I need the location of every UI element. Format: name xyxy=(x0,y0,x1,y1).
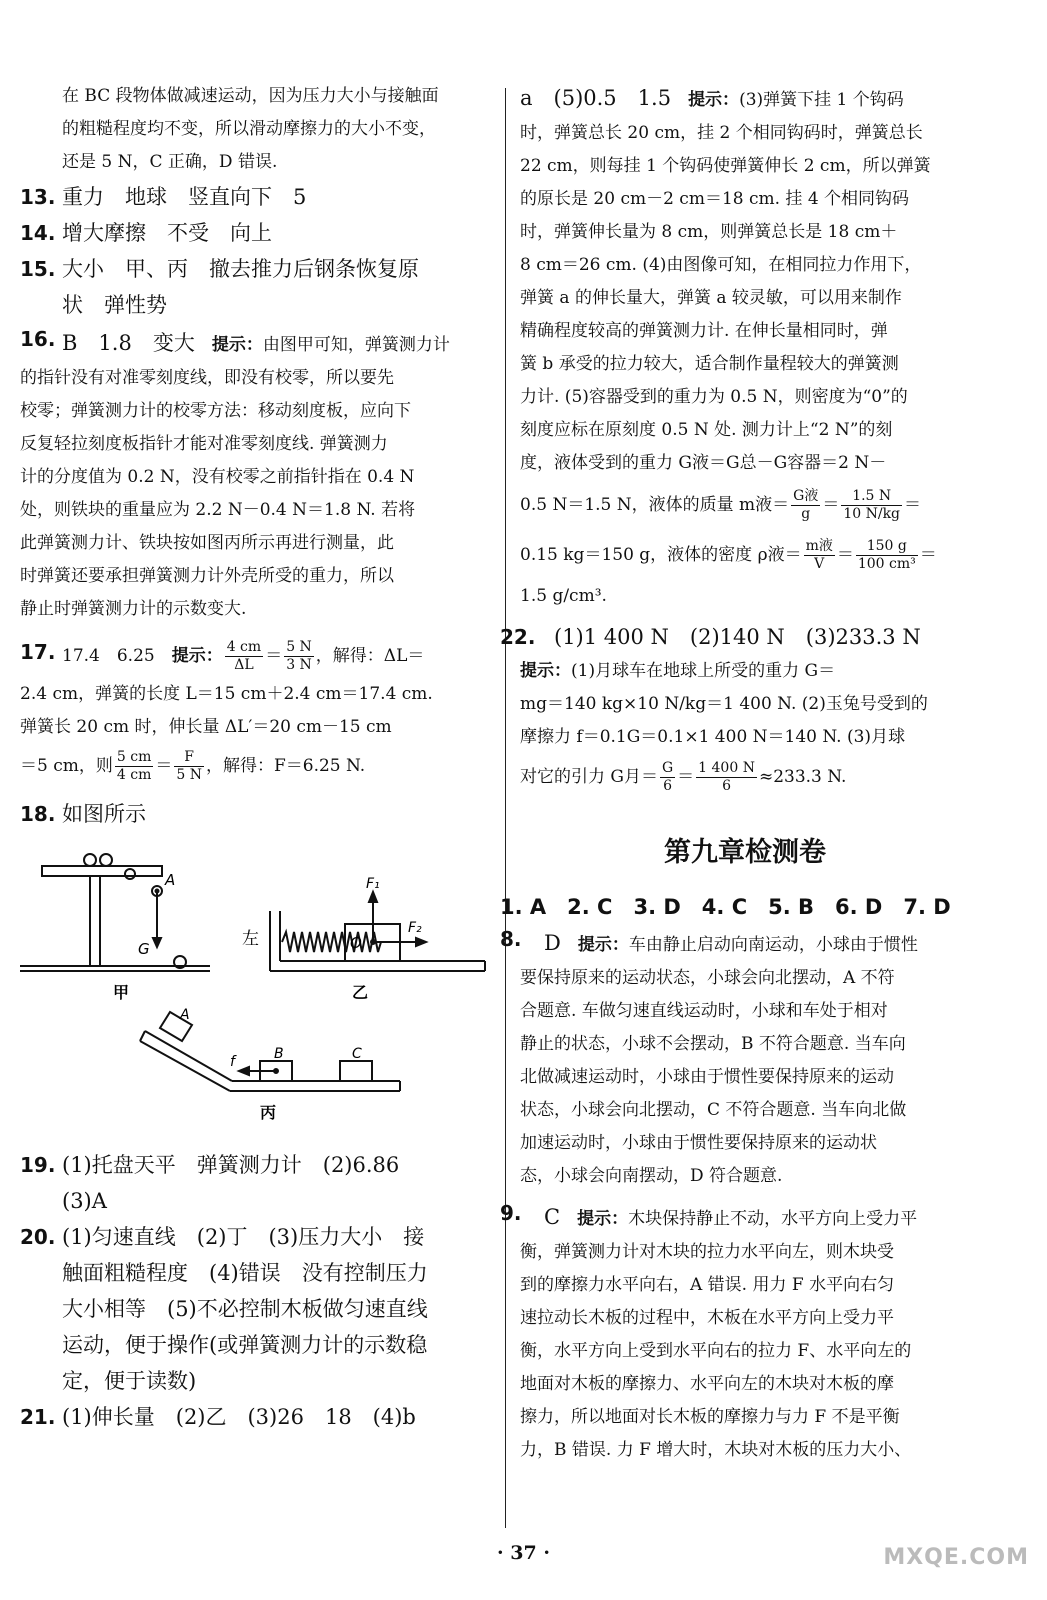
hint-text: 由图甲可知，弹簧测力计 xyxy=(262,335,450,355)
fraction: $\frac{F}{5 N}$ xyxy=(176,749,202,783)
hint-text: 校零；弹簧测力计的校零方法：移动刻度板，应向下 xyxy=(20,401,411,421)
question-15 xyxy=(20,251,490,323)
text-line: 还是 5 N，C 正确，D 错误. xyxy=(62,152,278,172)
hint-text: 静止时弹簧测力计的示数变大. xyxy=(20,599,247,619)
hint-label: 提示： xyxy=(577,1209,629,1229)
answer-line: (1)匀速直线 (2)丁 (3)压力大小 接 xyxy=(62,1225,425,1249)
caption-bing: 丙 xyxy=(260,1103,277,1122)
fraction: $\frac{1 400 N}{6}$ xyxy=(698,760,755,794)
label-F2: F₂ xyxy=(408,920,422,936)
hint-text: 的指针没有对准零刻度线，即没有校零，所以要先 xyxy=(20,368,394,388)
question-number: 9. xyxy=(500,1201,522,1225)
fraction: $\frac{5 cm}{4 cm}$ xyxy=(116,749,152,783)
hint-text: 擦力，所以地面对长木板的摩擦力与力 F 不是平衡 xyxy=(520,1407,900,1427)
answer: 增大摩擦 不受 向上 xyxy=(62,221,272,245)
label-B: B xyxy=(274,1046,284,1062)
question-19 xyxy=(20,1147,490,1219)
question-number: 17. xyxy=(20,640,56,664)
hint-text: 弹簧长 20 cm 时，伸长量 ΔL′＝20 cm－15 cm xyxy=(20,717,392,737)
question-16 xyxy=(20,325,490,362)
text-line: 的粗糙程度均不变，所以滑动摩擦力的大小不变， xyxy=(62,119,436,139)
question-number: 22. xyxy=(500,625,536,649)
fraction: $\frac{1.5 N}{10 N/kg}$ xyxy=(843,488,901,522)
fraction: $\frac{4 cm}{\Delta L}$ xyxy=(226,639,262,673)
hint-text: 簧 b 承受的拉力较大，适合制作量程较大的弹簧测 xyxy=(520,354,899,374)
answer-line: 大小 甲、丙 撤去推力后钢条恢复原 xyxy=(62,257,419,281)
question-number: 18. xyxy=(20,802,56,826)
q12-continuation xyxy=(20,80,490,179)
question-number: 14. xyxy=(20,221,56,245)
label-O: O xyxy=(350,934,362,952)
answer: D xyxy=(544,931,561,955)
hint-text: ＝5 cm，则 $\frac{5 cm}{4 cm}$ ＝ $\frac{F}{5 N}$ ，解得：F＝6.25 N. xyxy=(20,749,366,783)
hint-text: 处，则铁块的重量应为 2.2 N－0.4 N＝1.8 N. 若将 xyxy=(20,500,416,520)
hint-text: 计的分度值为 0.2 N，没有校零之前指针指在 0.4 N xyxy=(20,467,415,487)
hint-text: 0.5 N＝1.5 N，液体的质量 m液＝ $\frac{\text{G液}}{g}$ ＝ $\frac{1.5 N}{10 N/kg}$ ＝ xyxy=(520,488,922,522)
question-14 xyxy=(20,215,490,251)
fraction: $\frac{150 g}{\text{100 cm³}}$ xyxy=(857,538,916,572)
hint-text: 1.5 g/cm³. xyxy=(520,586,607,606)
question-number: 13. xyxy=(20,185,56,209)
question-number: 16. xyxy=(20,327,56,351)
figure-yi xyxy=(270,892,485,971)
fraction: $\frac{G}{6}$ xyxy=(661,760,674,794)
hint-text: 要保持原来的运动状态，小球会向北摆动，A 不符 xyxy=(520,968,895,988)
hint-text: 北做减速运动时，小球由于惯性要保持原来的运动 xyxy=(520,1067,894,1087)
hint-text: 态，小球会向南摆动，D 符合题意. xyxy=(520,1166,783,1186)
question-number: 8. xyxy=(500,927,522,951)
hint-text: 精确程度较高的弹簧测力计. 在伸长量相同时，弹 xyxy=(520,321,888,341)
label-C: C xyxy=(352,1046,362,1062)
hint-text: 刻度应标在原刻度 0.5 N 处. 测力计上“2 N”的刻 xyxy=(520,420,893,440)
multiple-choice-answers: 1. A 2. C 3. D 4. C 5. B 6. D 7. D xyxy=(500,895,951,919)
hint-text: 加速运动时，小球由于惯性要保持原来的运动状 xyxy=(520,1133,877,1153)
q21-continuation-first xyxy=(520,80,970,117)
hint-text: 到的摩擦力水平向右，A 错误. 用力 F 水平向右匀 xyxy=(520,1275,895,1295)
question-number: 21. xyxy=(20,1405,56,1429)
hint-text: 弹簧 a 的伸长量大，弹簧 a 较灵敏，可以用来制作 xyxy=(520,288,902,308)
page-number: · 37 · xyxy=(497,1542,550,1564)
hint-text: 2.4 cm，弹簧的长度 L＝15 cm＋2.4 cm＝17.4 cm. xyxy=(20,684,433,704)
hint-label: 提示： xyxy=(520,661,571,681)
text-line: 在 BC 段物体做减速运动，因为压力大小与接触面 xyxy=(62,86,439,106)
hint-text: 22 cm，则每挂 1 个钩码使弹簧伸长 2 cm，所以弹簧 xyxy=(520,156,931,176)
question-20 xyxy=(20,1219,490,1399)
hint-text: 此弹簧测力计、铁块按如图丙所示再进行测量，此 xyxy=(20,533,394,553)
hint-text: 地面对木板的摩擦力、水平向左的木块对木板的摩 xyxy=(520,1374,894,1394)
hint-text: mg＝140 kg×10 N/kg＝1 400 N. (2)玉兔号受到的 xyxy=(520,694,928,714)
answer: (1)伸长量 (2)乙 (3)26 18 (4)b xyxy=(62,1405,416,1429)
label-A: A xyxy=(165,871,176,889)
question-13 xyxy=(20,179,490,215)
answer: (1)1 400 N (2)140 N (3)233.3 N xyxy=(554,625,921,649)
question-8 xyxy=(500,925,970,962)
hint-text: 时，弹簧总长 20 cm，挂 2 个相同钩码时，弹簧总长 xyxy=(520,123,923,143)
label-left: 左 xyxy=(242,929,259,949)
question-18 xyxy=(20,796,490,832)
label-G: G xyxy=(138,940,150,958)
hint-text: 状态，小球会向北摆动，C 不符合题意. 当车向北做 xyxy=(520,1100,907,1120)
column-divider xyxy=(505,88,506,1528)
answer-line: (3)A xyxy=(62,1189,107,1213)
answer: C xyxy=(544,1205,561,1229)
hint-text: 车由静止启动向南运动，小球由于惯性 xyxy=(628,935,918,955)
fraction: $\frac{5 N}{3 N}$ xyxy=(286,639,312,673)
hint-text: 衡，水平方向上受到水平向右的拉力 F、水平向左的 xyxy=(520,1341,912,1361)
hint-text: 度，液体受到的重力 G液＝G总－G容器＝2 N－ xyxy=(520,453,887,473)
caption-jia: 甲 xyxy=(113,983,130,1002)
answer-line: (1)托盘天平 弹簧测力计 (2)6.86 xyxy=(62,1153,400,1177)
answer-line: 大小相等 (5)不必控制木板做匀速直线 xyxy=(62,1297,428,1321)
question-number: 15. xyxy=(20,257,56,281)
hint-text: 速拉动长木板的过程中，木板在水平方向上受力平 xyxy=(520,1308,894,1328)
answer-line: 定，便于读数) xyxy=(62,1369,197,1393)
answer: 17.4 6.25 xyxy=(62,646,155,666)
hint-text: 摩擦力 f＝0.1G＝0.1×1 400 N＝140 N. (3)月球 xyxy=(520,727,906,747)
hint-text: 静止的状态，小球不会摆动，B 不符合题意. 当车向 xyxy=(520,1034,906,1054)
hint-text: 合题意. 车做匀速直线运动时，小球和车处于相对 xyxy=(520,1001,888,1021)
label-A: A xyxy=(180,1007,190,1023)
hint-text: 0.15 kg＝150 g，液体的密度 ρ液＝ $\frac{\text{m液}}{V}$ ＝ $\frac{150 g}{\text{100 cm³}}$ ＝ xyxy=(520,538,937,572)
hint-text: (3)弹簧下挂 1 个钩码 xyxy=(739,90,904,110)
label-F1: F₁ xyxy=(366,876,380,892)
q16-hint xyxy=(20,362,490,626)
label-f: f xyxy=(230,1054,235,1070)
watermark: MXQE.COM xyxy=(883,1545,1029,1570)
hint-label: 提示： xyxy=(577,935,629,955)
question-number: 20. xyxy=(20,1225,56,1249)
answer-line: 运动，便于操作(或弹簧测力计的示数稳 xyxy=(62,1333,428,1357)
hint-text: 木块保持静止不动，水平方向上受力平 xyxy=(628,1209,918,1229)
caption-yi: 乙 xyxy=(352,983,369,1002)
force-diagram-figure xyxy=(20,836,490,1141)
answer: 如图所示 xyxy=(62,802,146,826)
hint-text: 反复轻拉刻度板指针才能对准零刻度线. 弹簧测力 xyxy=(20,434,388,454)
hint-text: 提示：(1)月球车在地球上所受的重力 G＝ xyxy=(520,661,836,681)
hint-label: 提示： xyxy=(211,335,263,355)
hint-text: 时弹簧还要承担弹簧测力计外壳所受的重力，所以 xyxy=(20,566,394,586)
hint-text: 时，弹簧伸长量为 8 cm，则弹簧总长是 18 cm＋ xyxy=(520,222,898,242)
question-21 xyxy=(20,1399,490,1435)
left-column xyxy=(20,80,490,1435)
chapter-title: 第九章检测卷 xyxy=(664,837,826,868)
right-column xyxy=(500,80,970,1467)
fraction: $\frac{\text{m液}}{V}$ xyxy=(805,538,833,572)
hint-text: 衡，弹簧测力计对木块的拉力水平向左，则木块受 xyxy=(520,1242,894,1262)
hint-label: 提示： xyxy=(171,646,223,666)
question-9 xyxy=(500,1199,970,1236)
question-22 xyxy=(500,619,970,655)
answer: 重力 地球 竖直向下 5 xyxy=(62,185,307,209)
answer: a (5)0.5 1.5 xyxy=(520,86,672,110)
hint-text: 对它的引力 G月＝ $\frac{G}{6}$ ＝ $\frac{1 400 N}{6}$ ≈233.3 N. xyxy=(520,760,847,794)
fraction: $\frac{\text{G液}}{g}$ xyxy=(793,488,819,522)
answer: B 1.8 变大 xyxy=(62,331,195,355)
answer-line: 触面粗糙程度 (4)错误 没有控制压力 xyxy=(62,1261,428,1285)
question-number: 19. xyxy=(20,1153,56,1177)
answer-line: 状 弹性势 xyxy=(62,293,167,317)
hint-text: 8 cm＝26 cm. (4)由图像可知，在相同拉力作用下， xyxy=(520,255,922,275)
figure-jia xyxy=(20,854,210,971)
hint-text: 的原长是 20 cm－2 cm＝18 cm. 挂 4 个相同钩码 xyxy=(520,189,910,209)
hint-text: 力，B 错误. 力 F 增大时，木块对木板的压力大小、 xyxy=(520,1440,912,1460)
hint-label: 提示： xyxy=(688,90,740,110)
question-17: 17. 17.4 6.25 提示： $\frac{4 cm}{\Delta L}$ ＝ $\frac{5 N}{3 N}$ ，解得：ΔL＝ xyxy=(20,639,425,673)
hint-text: 力计. (5)容器受到的重力为 0.5 N，则密度为“0”的 xyxy=(520,387,908,407)
